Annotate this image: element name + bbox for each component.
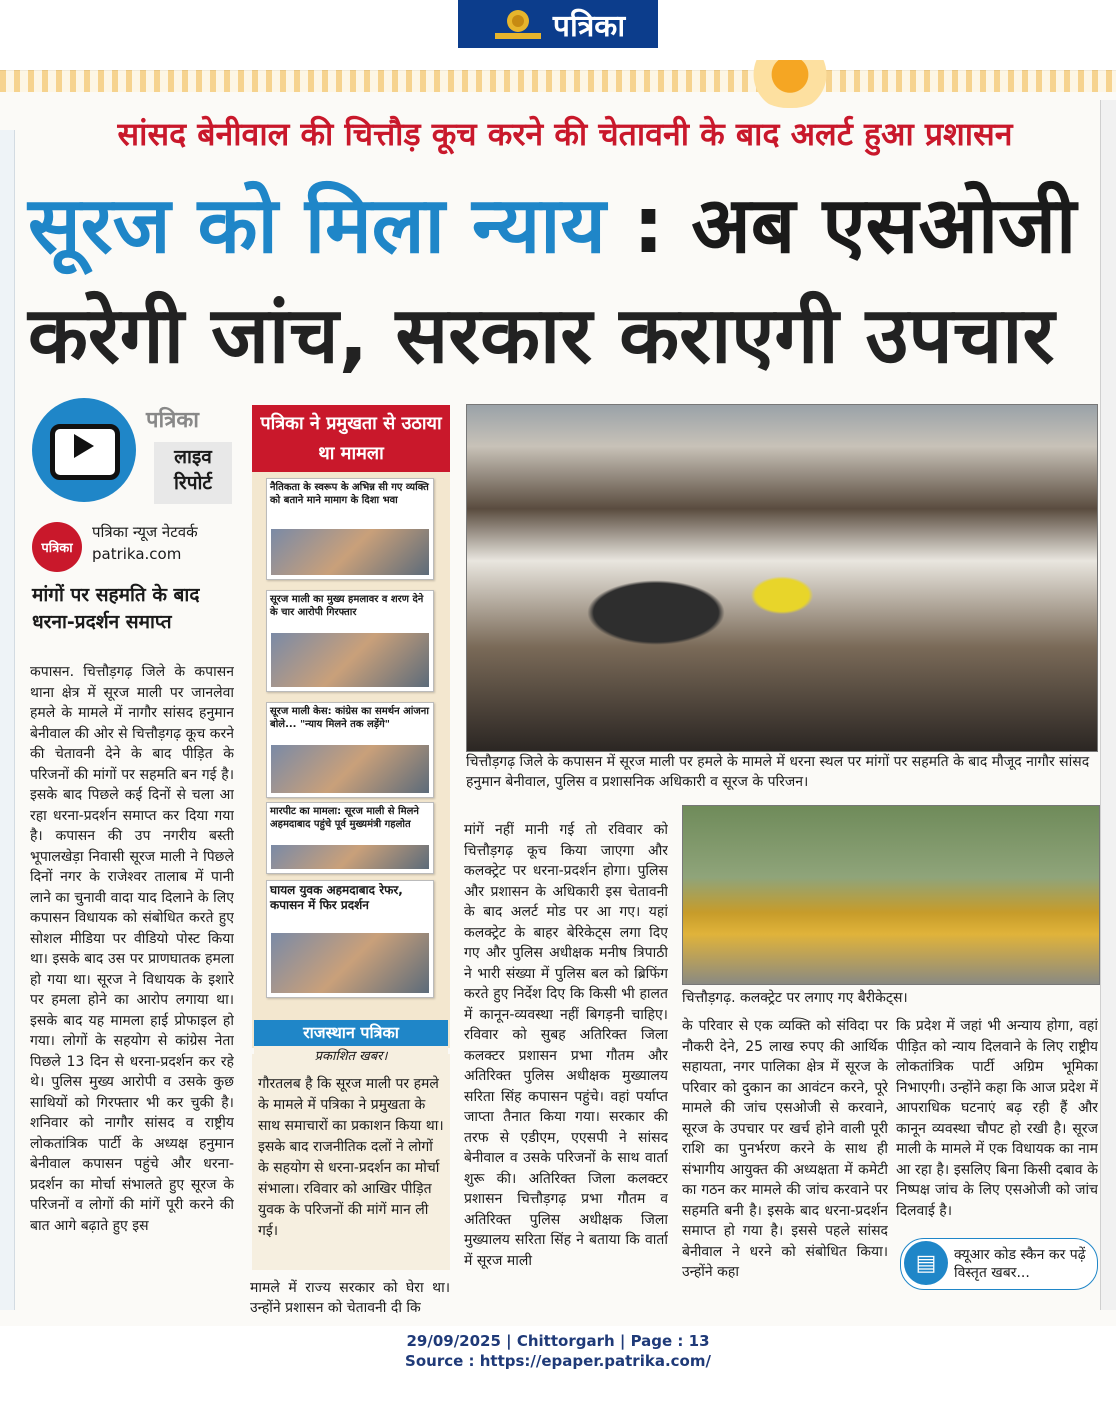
clipping-title: मारपीट का मामला: सूरज माली से मिलने अहमदाबाद पहुंचे पूर्व मुख्यमंत्री गहलोत <box>270 806 419 830</box>
clipping-1 <box>266 478 434 580</box>
clippings-note: गौरतलब है कि सूरज माली पर हमले के मामले में पत्रिका ने प्रमुखता के साथ समाचारों का प्रकाशन किया था। इसके बाद राजनीतिक दलों ने लोगों के सहयोग से धरना-प्रदर्शन का मोर्चा संभाला। रविवार को आखिर पीड़ित युवक के परिजनों की मांगें मान ली गई। <box>258 1076 444 1239</box>
footer-edition-info: 29/09/2025 | Chittorgarh | Page : 13 <box>406 1332 710 1350</box>
clipping-3 <box>266 702 434 798</box>
masthead-brand: पत्रिका <box>552 8 626 44</box>
clipping-title: घायल युवक अहमदाबाद रेफर, कपासन में फिर प्रदर्शन <box>270 883 403 912</box>
article-column-3: मांगें नहीं मानी गई तो रविवार को चित्तौड़गढ़ कूच किया जाएगा और कलक्ट्रेट पर धरना-प्रदर्शन होगा। पुलिस और प्रशासन के अधिकारी इस चेतावनी के बाद अलर्ट मोड पर आ गए। यहां कलक्ट्रेट के बाहर बेरिकेट्स लगा दिए गए और पुलिस अधीक्षक मनीष त्रिपाठी ने भारी संख्या में पुलिस बल को ब्रिफिंग करते हुए निर्देश दिए कि किसी भी हालत में कानून-व्यवस्था नहीं बिगड़नी चाहिए। रविवार को सुबह अतिरिक्त जिला कलक्टर प्रशासन प्रभा गौतम और अतिरिक्त पुलिस अधीक्षक मुख्यालय सरिता सिंह कपासन पहुंचे। वहां पर्याप्त जाप्ता तैनात किया गया। सरकार की तरफ से एडीएम, एएसपी ने सांसद बेनीवाल व उसके परिजनों के साथ वार्ता शुरू की। अतिरिक्त जिला कलक्टर प्रशासन चित्तौड़गढ़ प्रभा गौतम व अतिरिक्त पुलिस अधीक्षक जिला मुख्यालय सरिता सिंह ने बताया कि वार्ता में सूरज माली <box>464 822 668 1269</box>
headline-separator: : <box>605 181 692 271</box>
byline-logo: पत्रिका <box>32 522 82 572</box>
headline-highlight: सूरज को मिला न्याय <box>28 181 606 271</box>
live-brand: पत्रिका <box>146 408 199 433</box>
rajasthan-patrika-label: राजस्थान पत्रिका <box>254 1020 448 1046</box>
live-report-label: लाइव रिपोर्ट <box>154 442 232 504</box>
byline-website[interactable]: patrika.com <box>92 545 182 563</box>
clipping-2 <box>266 590 434 692</box>
clippings-header: पत्रिका ने प्रमुखता से उठाया था मामला <box>252 405 450 475</box>
article-column-2-tail: मामले में राज्य सरकार को घेरा था। उन्होंने प्रशासन को चेतावनी दी कि <box>250 1280 450 1316</box>
play-video-icon[interactable] <box>32 398 136 502</box>
main-headline-line2: करेगी जांच, सरकार कराएगी उपचार <box>28 291 1055 381</box>
adjacent-page-edge-right <box>1100 100 1116 1310</box>
clipping-title: नैतिकता के स्वरूप के अभिन्न सी गए व्यक्ति को बताने माने मामाग के दिशा भवा <box>270 482 429 506</box>
clipping-5 <box>266 880 434 998</box>
qr-prompt-text: क्यूआर कोड स्कैन कर पढ़ें विस्तृत खबर... <box>954 1247 1086 1281</box>
clipping-4 <box>266 802 434 874</box>
footer-source[interactable]: Source : https://epaper.patrika.com/ <box>405 1352 711 1370</box>
adjacent-page-edge-left <box>0 130 15 1310</box>
clipping-photo <box>271 745 429 793</box>
byline-name: पत्रिका न्यूज नेटवर्क <box>92 523 198 541</box>
newspaper-icon: ▤ <box>904 1241 948 1285</box>
kicker-headline: सांसद बेनीवाल की चित्तौड़ कूच करने की चेतावनी के बाद अलर्ट हुआ प्रशासन <box>117 115 1013 153</box>
headline-rest: अब एसओजी <box>691 181 1077 271</box>
lion-emblem-icon <box>491 5 545 43</box>
masthead-logo[interactable] <box>458 0 658 48</box>
barricade-photo-caption: चित्तौड़गढ़. कलक्ट्रेट पर लगाए गए बैरीकेट्स। <box>682 990 908 1006</box>
article-column-4: के परिवार से एक व्यक्ति को संविदा पर नौकरी देने, 25 लाख रुपए की आर्थिक सहायता, नगर पालिका क्षेत्र में सूरज के परिवार को दुकान का आवंटन करने, पूरे मामले की जांच एसओजी से करवाने, सूरज के उपचार पर खर्च होने वाली पूरी राशि का पुनर्भरण करने के साथ ही संभागीय आयुक्त की अध्यक्षता में कमेटी का गठन कर मामले की जांच करवाने पर सहमति बनी है। इसके बाद धरना-प्रदर्शन समाप्त हो गया है। इससे पहले सांसद बेनीवाल ने धरने को संबोधित किया। उन्होंने कहा <box>682 1018 888 1280</box>
clipping-title: सूरज माली का मुख्य हमलावर व शरण देने के चार आरोपी गिरफ्तार <box>270 594 424 618</box>
published-label: प्रकाशित खबर। <box>254 1046 448 1068</box>
clipping-photo <box>271 933 429 993</box>
main-headline-line1 <box>28 180 1108 272</box>
clipping-photo <box>271 633 429 687</box>
article-subhead: मांगों पर सहमति के बाद धरना-प्रदर्शन समाप्त <box>32 584 200 633</box>
clipping-title: सूरज माली केस: कांग्रेस का समर्थन आंजना बोले... "न्याय मिलने तक लड़ेंगे" <box>270 706 429 730</box>
ornament-band <box>0 70 1116 92</box>
barricade-photo <box>682 805 1100 985</box>
main-photo-caption: चित्तौड़गढ़ जिले के कपासन में सूरज माली पर हमले के मामले में धरना स्थल पर मांगों पर सहमति के बाद मौजूद नागौर सांसद हनुमान बेनीवाल, पुलिस व प्रशासनिक अधिकारी व सूरज के परिजन। <box>466 754 1090 790</box>
article-column-5: कि प्रदेश में जहां भी अन्याय होगा, वहां पीड़ित को न्याय दिलवाने के लिए राष्ट्रीय लोकतांत्रिक पार्टी अग्रिम भूमिका निभाएगी। उन्होंने कहा कि आज प्रदेश में आपराधिक घटनाएं बढ़ रही हैं और कानून व्यवस्था चौपट हो रखी है। सूरज माली के मामले में एक विधायक का नाम आ रहा है। इसलिए बिना किसी दबाव के निष्पक्ष जांच के लिए एसओजी को जांच दिलवाई है। <box>896 1018 1098 1219</box>
article-column-1: कपासन. चित्तौड़गढ़ जिले के कपासन थाना क्षेत्र में सूरज माली पर जानलेवा हमले के मामले में नागौर सांसद हनुमान बेनीवाल की ओर से चित्तौड़गढ़ कूच करने की चेतावनी देने के बाद पीड़ित के परिजनों की मांगों पर सहमति बन गई है। इसके बाद पिछले कई दिनों से चला आ रहा धरना-प्रदर्शन समाप्त कर दिया गया है। कपासन की उप नगरीय बस्ती भूपालखेड़ा निवासी सूरज माली ने पिछले दिनों नगर के राजेश्वर तालाब में पानी लाने का चुनावी वादा याद दिलाने के लिए कपासन विधायक को संबोधित करते हुए सोशल मीडिया पर वीडियो पोस्ट किया था। इसके बाद उस पर प्राणघातक हमला हो गया था। सूरज ने विधायक के इशारे पर हमला होने का आरोप लगाया था। इसके बाद यह मामला हाई प्रोफाइल हो गया। लोगों के सहयोग से कांग्रेस नेता पिछले 13 दिन से धरना-प्रदर्शन कर रहे थे। पुलिस मुख्य आरोपी व उसके कुछ साथियों को गिरफ्तार भी कर चुकी है। शनिवार को नागौर सांसद व राष्ट्रीय लोकतांत्रिक पार्टी के अध्यक्ष हनुमान बेनीवाल कपासन पहुंचे और धरना-प्रदर्शन का मोर्चा संभालते हुए सूरज के परिजनों व लोगों की मांगें पूरी करने की बात आगे बढ़ाते हुए इस <box>30 664 234 1234</box>
clipping-photo <box>271 845 429 869</box>
clippings-panel <box>252 472 450 1048</box>
clipping-photo <box>271 529 429 575</box>
main-photo <box>466 404 1098 752</box>
